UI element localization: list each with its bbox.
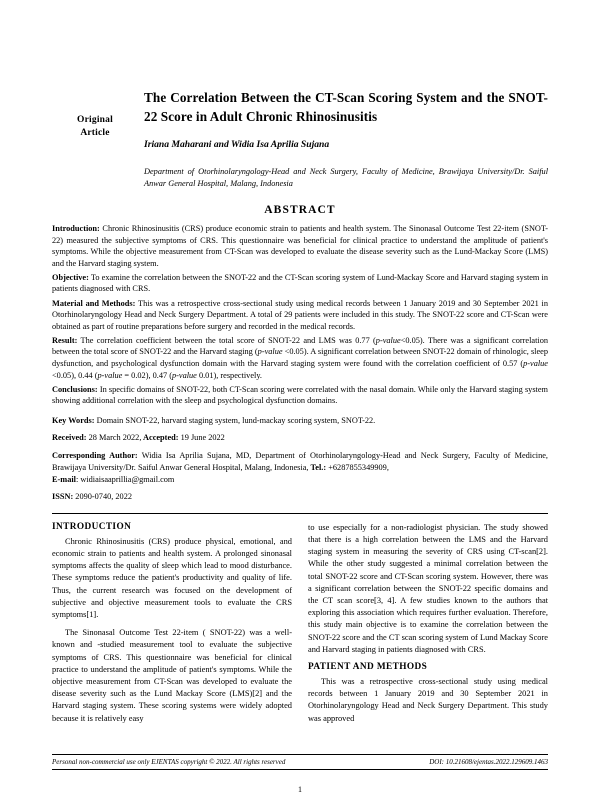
abstract-result: [52, 335, 548, 381]
keywords-line: [52, 415, 548, 427]
keywords-text: Domain SNOT-22, harvard staging system, lund-mackay scoring system, SNOT-22.: [94, 415, 376, 425]
abstract-introduction: [52, 223, 548, 269]
author-list: Iriana Maharani and Widia Isa Aprilia Sujana: [144, 139, 330, 150]
email-label: E-mail: [52, 475, 76, 485]
issn-label: ISSN:: [52, 492, 74, 502]
abstract-result-text-4: <0.05), 0.44 (: [52, 370, 98, 380]
abstract-result-italic-3: p-value: [523, 359, 548, 369]
abstract-conclusions: [52, 384, 548, 407]
doi-text[interactable]: DOI: 10.21608/ejentas.2022.129609.1463: [429, 758, 548, 766]
accepted-text: 19 June 2022: [178, 433, 225, 443]
patient-methods-heading: PATIENT AND METHODS: [308, 661, 428, 672]
corresponding-author-label: Corresponding Author:: [52, 450, 138, 460]
abstract-result-italic-5: p-value: [171, 370, 197, 380]
page-footer: [52, 754, 548, 770]
received-accepted-line: [52, 432, 548, 444]
email-text[interactable]: : widiaisaaprillia@gmail.com: [75, 475, 175, 485]
abstract-materials: [52, 298, 548, 333]
intro-paragraph-3: to use especially for a non-radiologist physician. The study showed that there is a high correlation between the LMS and the Harvard staging system in measuring the severity of CRS using CT-scan[2]. While the other study suggested a minimal correlation between the total SNOT-22 score and CT-Scan scoring system. However, there was a significant correlation between the SNOT-22 specific domains and the CT scan score[3, 4]. A few studies known to the authors that exploring this association which requires further evaluation. Therefore, this study main objective is to examine the correlation between the SNOT-22 score and the CT scan scoring system of Lund Mackay Score and Harvard staging in patients diagnosed with CRS.: [308, 522, 548, 654]
abstract-introduction-label: Introduction:: [52, 224, 100, 233]
left-column: [52, 522, 292, 731]
article-type-label: [52, 88, 138, 140]
abstract-result-italic-2: p-value: [257, 347, 283, 357]
abstract-conclusions-label: Conclusions:: [52, 384, 98, 394]
abstract-result-text-1: The correlation coefficient between the total score of SNOT-22 and LMS was 0.77 (: [77, 335, 376, 345]
abstract-result-text-6: 0.01), respectively.: [196, 370, 262, 380]
issn-line: [52, 491, 548, 503]
abstract-result-label: Result:: [52, 335, 78, 345]
received-label: Received:: [52, 433, 87, 443]
intro-paragraph-2: The Sinonasal Outcome Test 22-item ( SNOT-22) was a well-known and -studied measurement tool to evaluate the subjective symptoms of CRS. This questionnaire was beneficial for clinical practice to understand the amplitude of patient's symptoms. While the objective measurement from CT-Scan was developed to evaluate the disease severity such as the Lund Mackay Score (LMS)[2] and the Harvard staging system. These scoring systems were widely adopted because it is relatively easy: [52, 628, 292, 723]
abstract-materials-text: This was a retrospective cross-sectional study using medical records between 1 January 2019 and 30 September 2021 in Otorhinolaryngology Head and Neck Surgery Department. A total of 29 patients were included in this study. The SNOT-22 score and CT-Scan were obtained as part of routine preparations before surgery and recorded in the medical records.: [52, 298, 548, 331]
tel-label: Tel.:: [310, 462, 327, 472]
received-text: 28 March 2022,: [86, 433, 142, 443]
abstract-result-italic-4: p-value: [97, 370, 123, 380]
copyright-notice: Personal non-commercial use only EJENTAS copyright © 2022. All rights reserved: [52, 758, 286, 766]
body-columns: [52, 522, 548, 731]
corresponding-author-text: Widia Isa Aprilia Sujana, MD, Department of Otorhinolaryngology-Head and Neck Surgery, Faculty of Medicine, Brawijaya University/Dr. Saiful Anwar General Hospital, Malang, Indonesia,: [52, 450, 548, 472]
page-number: 1: [298, 785, 302, 794]
abstract-conclusions-text: In specific domains of SNOT-22, both CT-Scan scoring were correlated with the nasal domain. While only the Harvard staging system showing additional correlation with the sleep and psychological dysfunction domains.: [52, 384, 548, 406]
footer-rule-top: [52, 754, 548, 755]
abstract-heading: ABSTRACT: [264, 204, 336, 216]
issn-text: 2090-0740, 2022: [73, 492, 132, 502]
tel-text: +6287855349909,: [326, 462, 389, 472]
intro-paragraph-1: Chronic Rhinosinusitis (CRS) produce physical, emotional, and economic strain to patients and health system. A prolonged sinonasal symptoms affects the quality of sleep which lead to mood disturbance. These symptoms reduce the patient's productivity and quality of life. Thus, the current research was focused on the development of subjective and objective measurement tools to evaluate the CRS symptoms[1].: [52, 536, 292, 619]
abstract-materials-label: Material and Methods:: [52, 298, 136, 308]
keywords-label: Key Words:: [52, 415, 95, 425]
footer-rule-bottom: [52, 769, 548, 770]
article-type-line2: Article: [80, 128, 110, 138]
affiliation: Department of Otorhinolaryngology-Head and Neck Surgery, Faculty of Medicine, Brawijaya University/Dr. Saiful Anwar General Hospital, Malang, Indonesia: [144, 167, 548, 188]
article-metadata: [52, 415, 548, 504]
article-header: [52, 88, 548, 190]
accepted-label: Accepted:: [141, 433, 179, 443]
article-type-line1: Original: [77, 115, 113, 125]
abstract-result-italic-1: p-value: [375, 335, 401, 345]
abstract-result-text-5: = 0.02), 0.47 (: [122, 370, 172, 380]
abstract-objective-label: Objective:: [52, 272, 89, 282]
footer-row: [52, 758, 548, 766]
corresponding-author-line: [52, 450, 548, 487]
abstract-result-text-3: <0.05). A significant correlation between SNOT-22 domain of rhinologic, sleep dysfunction, and psychological dysfunction domain with the Harvard staging system were found with the correlation coefficient of 0.57 (: [52, 347, 549, 369]
methods-paragraph-1: This was a retrospective cross-sectional study using medical records between 1 January 2019 and 30 September 2021 in Otorhinolaryngology Head and Neck Surgery Department. This study was approved: [308, 676, 548, 723]
introduction-heading: INTRODUCTION: [52, 521, 132, 532]
article-title-block: [138, 88, 548, 190]
abstract-result-text-2: <0.05). There was a significant correlation between the total score of SNOT-22 and the Harvard staging (: [52, 335, 548, 357]
abstract-section: [52, 204, 548, 504]
abstract-objective: [52, 272, 548, 295]
abstract-objective-text: To examine the correlation between the SNOT-22 and the CT-Scan scoring system of Lund-Mackay Score and Harvard staging system in patients diagnosed with CRS.: [52, 272, 548, 294]
right-column: [308, 522, 548, 731]
section-divider: [52, 513, 548, 514]
abstract-introduction-text: Chronic Rhinosinusitis (CRS) produce economic strain to patients and health system. The Sinonasal Outcome Test 22-item (SNOT-22) measured the subjective symptoms of CRS. This questionnaire was beneficial for clinical practice to understand the amplitude of patient's symptoms. While the objective measurement from CT-Scan was developed to evaluate the disease severity such as the Lund-Mackay Score (LMS) and the Harvard staging system.: [52, 224, 548, 268]
page-title: The Correlation Between the CT-Scan Scoring System and the SNOT-22 Score in Adult Chronic Rhinosinusitis: [144, 90, 548, 124]
